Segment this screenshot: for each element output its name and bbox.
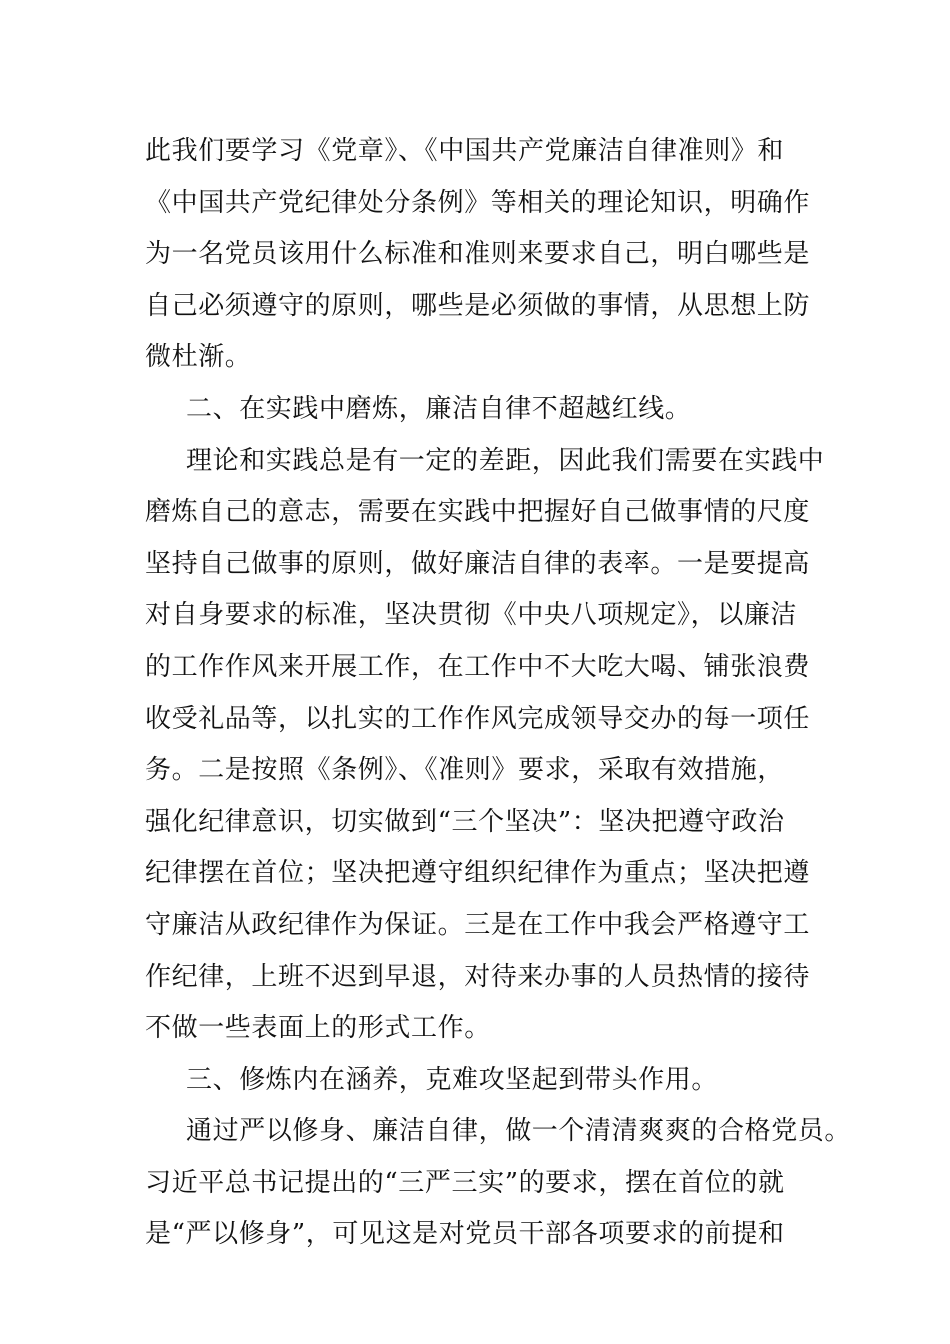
text-line: 通过严以修身、廉洁自律，做一个清清爽爽的合格党员。 [186,1116,852,1147]
text-line: 作纪律，上班不迟到早退，对待来办事的人员热情的接待 [145,961,811,992]
section-heading: 三、修炼内在涵养，克难攻坚起到带头作用。 [186,1064,719,1095]
text-line: 强化纪律意识，切实做到“三个坚决”：坚决把遵守政治 [145,806,785,837]
text-line: 自己必须遵守的原则，哪些是必须做的事情，从思想上防 [145,290,811,321]
document-body [145,126,852,1261]
text-line: 不做一些表面上的形式工作。 [145,1013,491,1044]
text-line: 是“严以修身”，可见这是对党员干部各项要求的前提和 [145,1219,785,1250]
text-line: 纪律摆在首位；坚决把遵守组织纪律作为重点；坚决把遵 [145,858,811,889]
text-line: 磨炼自己的意志，需要在实践中把握好自己做事情的尺度 [145,497,811,528]
text-line: 务。二是按照《条例》、《准则》要求，采取有效措施， [145,755,785,786]
text-line: 收受礼品等，以扎实的工作作风完成领导交办的每一项任 [145,703,811,734]
section-heading: 二、在实践中磨炼，廉洁自律不超越红线。 [186,393,692,424]
text-line: 对自身要求的标准，坚决贯彻《中央八项规定》，以廉洁 [145,600,798,631]
text-line: 的工作作风来开展工作，在工作中不大吃大喝、铺张浪费 [145,651,811,682]
text-line: 习近平总书记提出的“三严三实”的要求，摆在首位的就 [145,1167,785,1198]
text-line: 此我们要学习《党章》、《中国共产党廉洁自律准则》和 [145,136,785,166]
text-line: 微杜渐。 [145,342,252,373]
text-line: 理论和实践总是有一定的差距，因此我们需要在实践中 [186,445,825,476]
text-line: 坚持自己做事的原则，做好廉洁自律的表率。一是要提高 [145,548,811,579]
text-line: 为一名党员该用什么标准和准则来要求自己，明白哪些是 [145,239,811,270]
text-line: 守廉洁从政纪律作为保证。三是在工作中我会严格遵守工 [145,909,811,940]
text-line: 《中国共产党纪律处分条例》等相关的理论知识，明确作 [145,187,811,218]
